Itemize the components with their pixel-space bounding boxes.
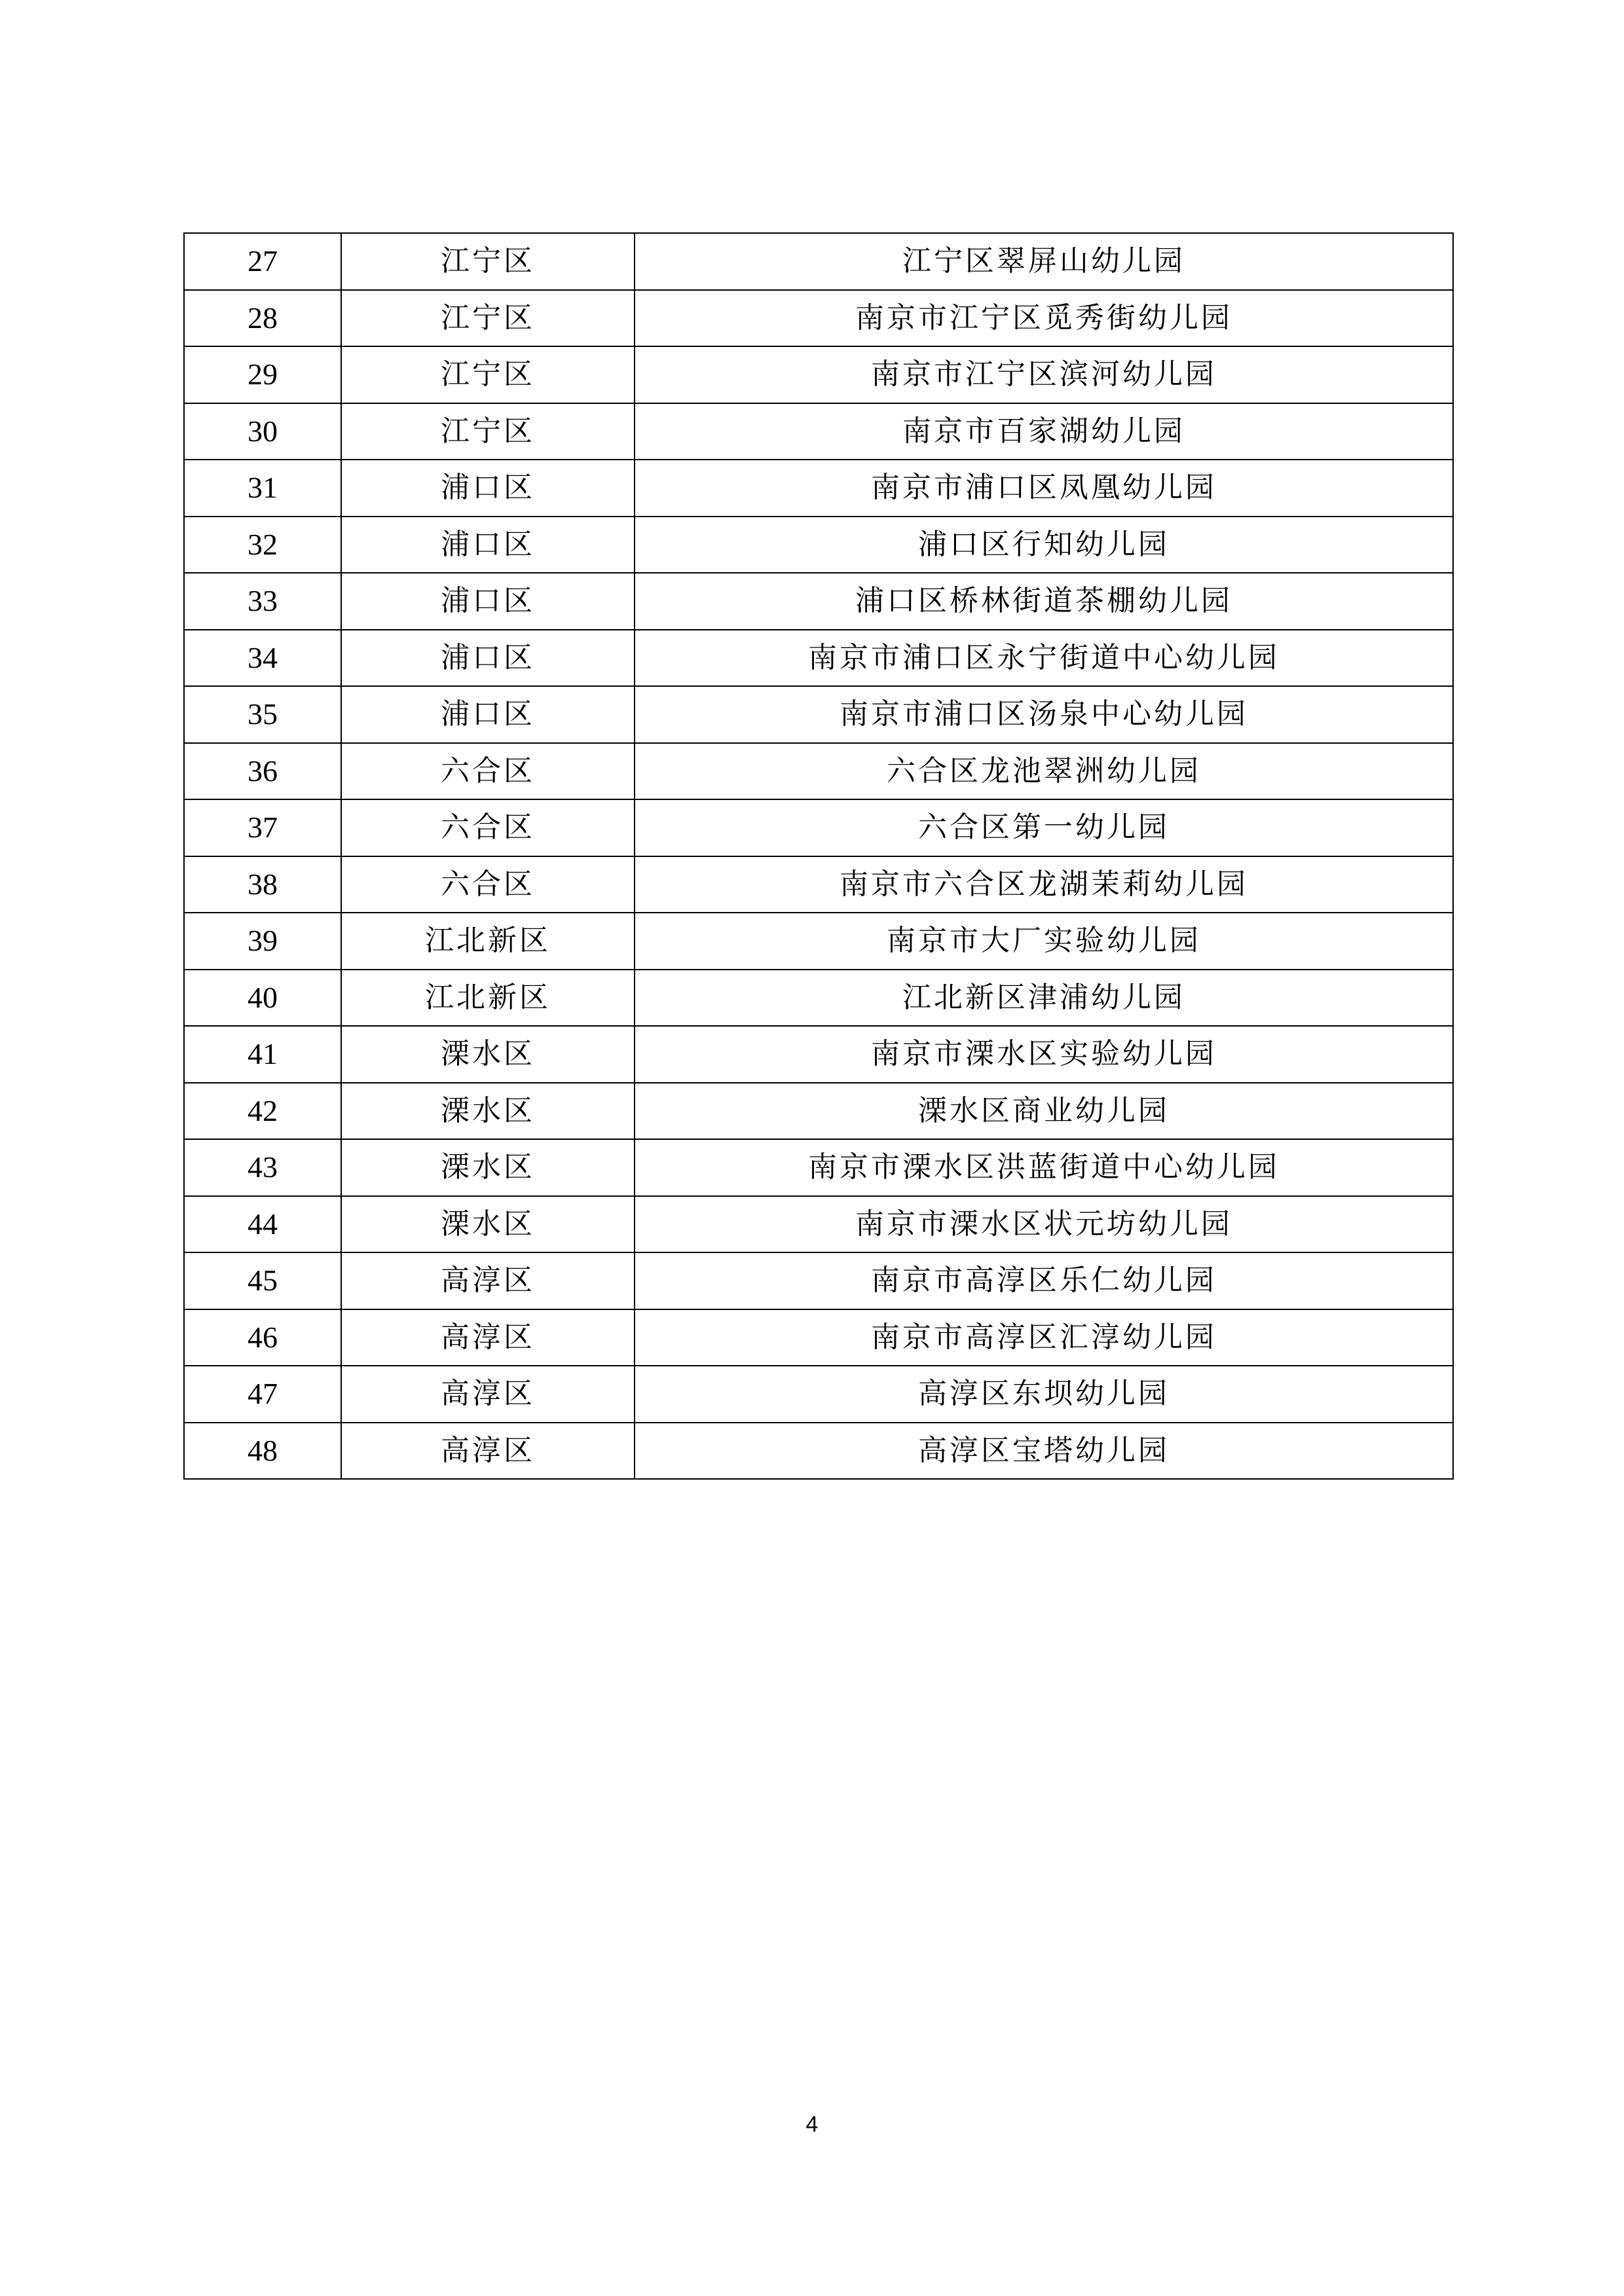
table-row <box>184 346 1453 403</box>
row-number-cell: 40 <box>184 970 341 1027</box>
district-cell: 高淳区 <box>341 1309 635 1366</box>
kindergarten-name-cell: 南京市江宁区滨河幼儿园 <box>635 346 1453 403</box>
row-number-cell: 30 <box>184 403 341 460</box>
district-cell: 江北新区 <box>341 913 635 970</box>
kindergarten-name-cell: 溧水区商业幼儿园 <box>635 1083 1453 1140</box>
row-number-cell: 48 <box>184 1423 341 1480</box>
row-number-cell: 34 <box>184 630 341 687</box>
table-row <box>184 799 1453 856</box>
row-number-cell: 36 <box>184 743 341 800</box>
district-cell: 浦口区 <box>341 517 635 574</box>
row-number-cell: 27 <box>184 233 341 290</box>
district-cell: 江北新区 <box>341 970 635 1027</box>
district-cell: 溧水区 <box>341 1083 635 1140</box>
row-number-cell: 38 <box>184 856 341 913</box>
kindergarten-name-cell: 南京市百家湖幼儿园 <box>635 403 1453 460</box>
kindergarten-name-cell: 浦口区桥林街道茶棚幼儿园 <box>635 573 1453 630</box>
row-number-cell: 31 <box>184 460 341 517</box>
district-cell: 浦口区 <box>341 460 635 517</box>
table-row <box>184 403 1453 460</box>
district-cell: 溧水区 <box>341 1139 635 1196</box>
table-row <box>184 970 1453 1027</box>
kindergarten-name-cell: 六合区龙池翠洲幼儿园 <box>635 743 1453 800</box>
district-cell: 六合区 <box>341 856 635 913</box>
table-body <box>184 233 1453 1479</box>
district-cell: 高淳区 <box>341 1252 635 1309</box>
kindergarten-name-cell: 六合区第一幼儿园 <box>635 799 1453 856</box>
table-row <box>184 1366 1453 1423</box>
kindergarten-name-cell: 南京市浦口区永宁街道中心幼儿园 <box>635 630 1453 687</box>
district-cell: 浦口区 <box>341 630 635 687</box>
row-number-cell: 43 <box>184 1139 341 1196</box>
district-cell: 江宁区 <box>341 346 635 403</box>
table-row <box>184 460 1453 517</box>
kindergarten-name-cell: 南京市溧水区状元坊幼儿园 <box>635 1196 1453 1253</box>
row-number-cell: 39 <box>184 913 341 970</box>
district-cell: 高淳区 <box>341 1366 635 1423</box>
page-number: 4 <box>805 2112 819 2137</box>
table-row <box>184 1252 1453 1309</box>
table-row <box>184 1083 1453 1140</box>
kindergarten-name-cell: 南京市江宁区觅秀街幼儿园 <box>635 290 1453 347</box>
table-row <box>184 913 1453 970</box>
table-row <box>184 1196 1453 1253</box>
kindergarten-name-cell: 高淳区宝塔幼儿园 <box>635 1423 1453 1480</box>
row-number-cell: 41 <box>184 1026 341 1083</box>
table-row <box>184 1139 1453 1196</box>
table-row <box>184 743 1453 800</box>
table-row <box>184 517 1453 574</box>
district-cell: 江宁区 <box>341 403 635 460</box>
row-number-cell: 44 <box>184 1196 341 1253</box>
district-cell: 浦口区 <box>341 686 635 743</box>
district-cell: 六合区 <box>341 743 635 800</box>
district-cell: 溧水区 <box>341 1196 635 1253</box>
kindergarten-name-cell: 江宁区翠屏山幼儿园 <box>635 233 1453 290</box>
kindergarten-name-cell: 南京市浦口区汤泉中心幼儿园 <box>635 686 1453 743</box>
table-row <box>184 630 1453 687</box>
table-row <box>184 1309 1453 1366</box>
district-cell: 高淳区 <box>341 1423 635 1480</box>
kindergarten-name-cell: 江北新区津浦幼儿园 <box>635 970 1453 1027</box>
row-number-cell: 33 <box>184 573 341 630</box>
row-number-cell: 47 <box>184 1366 341 1423</box>
table-row <box>184 686 1453 743</box>
kindergarten-name-cell: 高淳区东坝幼儿园 <box>635 1366 1453 1423</box>
kindergarten-name-cell: 南京市大厂实验幼儿园 <box>635 913 1453 970</box>
kindergarten-name-cell: 南京市高淳区汇淳幼儿园 <box>635 1309 1453 1366</box>
district-cell: 六合区 <box>341 799 635 856</box>
table-row <box>184 573 1453 630</box>
kindergarten-name-cell: 南京市溧水区洪蓝街道中心幼儿园 <box>635 1139 1453 1196</box>
district-cell: 江宁区 <box>341 290 635 347</box>
kindergarten-name-cell: 南京市高淳区乐仁幼儿园 <box>635 1252 1453 1309</box>
row-number-cell: 32 <box>184 517 341 574</box>
kindergarten-name-cell: 南京市浦口区凤凰幼儿园 <box>635 460 1453 517</box>
district-cell: 溧水区 <box>341 1026 635 1083</box>
row-number-cell: 37 <box>184 799 341 856</box>
table-row <box>184 856 1453 913</box>
row-number-cell: 42 <box>184 1083 341 1140</box>
kindergarten-table <box>183 232 1454 1480</box>
kindergarten-name-cell: 浦口区行知幼儿园 <box>635 517 1453 574</box>
table-row <box>184 233 1453 290</box>
row-number-cell: 45 <box>184 1252 341 1309</box>
table-row <box>184 290 1453 347</box>
table-row <box>184 1423 1453 1480</box>
kindergarten-name-cell: 南京市溧水区实验幼儿园 <box>635 1026 1453 1083</box>
district-cell: 江宁区 <box>341 233 635 290</box>
row-number-cell: 29 <box>184 346 341 403</box>
kindergarten-name-cell: 南京市六合区龙湖茉莉幼儿园 <box>635 856 1453 913</box>
table-row <box>184 1026 1453 1083</box>
row-number-cell: 28 <box>184 290 341 347</box>
row-number-cell: 35 <box>184 686 341 743</box>
district-cell: 浦口区 <box>341 573 635 630</box>
row-number-cell: 46 <box>184 1309 341 1366</box>
